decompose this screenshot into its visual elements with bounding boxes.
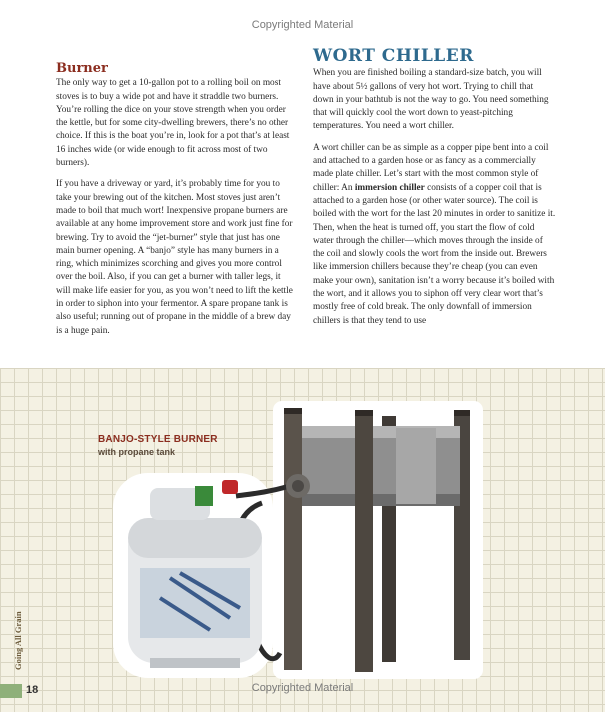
copyright-watermark-bottom: Copyrighted Material	[251, 682, 354, 694]
wort-paragraph-2	[313, 142, 556, 328]
burner-photo	[0, 368, 605, 712]
right-column	[313, 46, 556, 336]
left-column	[56, 60, 294, 346]
side-section-label	[11, 602, 25, 672]
wort-paragraph-1: When you are finished boiling a standard-size batch, you will have about 5½ gallons of very hot wort. Trying to chill that down in your bathtub is not the way to go. You need something that will quickly cool the wort down to yeast-pitching temperatures. You need a wort chiller.	[313, 68, 549, 132]
wort-paragraph-2-end: consists of a copper coil that is attached to a garden hose (or other water source). The coil is boiled with the wort for the last 20 minutes in order to sanitize it. Then, when the heat is turned off, you start the flow of cold water through the chiller—which moves through the inside of the coil and slowly cools the wort from the inside out. Brewers like immersion chillers because they’re cheap (you can even make your own), sanitation isn’t a worry because it’s boiled with the wort, and it allows you to siphon off very clear wort that’s mostly free of cold break. The only downfall of immersion chillers is that they tend to use	[313, 182, 556, 326]
caption-title: BANJO-STYLE BURNER	[98, 434, 218, 445]
caption-subtitle: with propane tank	[98, 447, 176, 457]
burner-heading: Burner	[56, 61, 108, 76]
immersion-chiller-term: immersion chiller	[354, 182, 425, 193]
page-number: 18	[26, 684, 39, 696]
burner-paragraph-2: If you have a driveway or yard, it’s probably time for you to take your brewing out of the kitchen. Most stoves just aren’t made to boil that much wort! Inexpensive propane burners are available at any home improvement store and work just fine for brewing. Try to avoid the “jet-burner” style that just has one main burner opening. A “banjo” style has many burners in a ring, which minimizes scorching and gives you more control over the boil. Also, if you can get a burner with taller legs, it will make life easier for you, as you won’t need to lift the kettle in order to siphon into your fermentor. A spare propane tank is also useful; running out of propane in the middle of a brew day is a huge pain.	[56, 179, 293, 336]
wort-chiller-heading: WORT CHILLER	[313, 46, 474, 66]
copyright-watermark-top: Copyrighted Material	[251, 19, 354, 31]
side-section-label-text: Going All Grain	[13, 611, 23, 670]
burner-paragraph-1: The only way to get a 10-gallon pot to a rolling boil on most stoves is to buy a wide pot and have it straddle two burners. You’re rolling the dice on your stove strength when you order the kettle, but for some city-dwelling brewers, there’s no other choice. If this is the boat you’re in, look for a pot that’s at least 16 inches wide (or wide enough to fit across most of two burners).	[56, 78, 290, 169]
wort-paragraph-2-start: A wort chiller can be as simple as a copper pipe bent into a coil and attached to a garden hose or as fancy as a commercially made plate chiller. Let’s start with the most common style of chiller: An	[313, 142, 549, 193]
